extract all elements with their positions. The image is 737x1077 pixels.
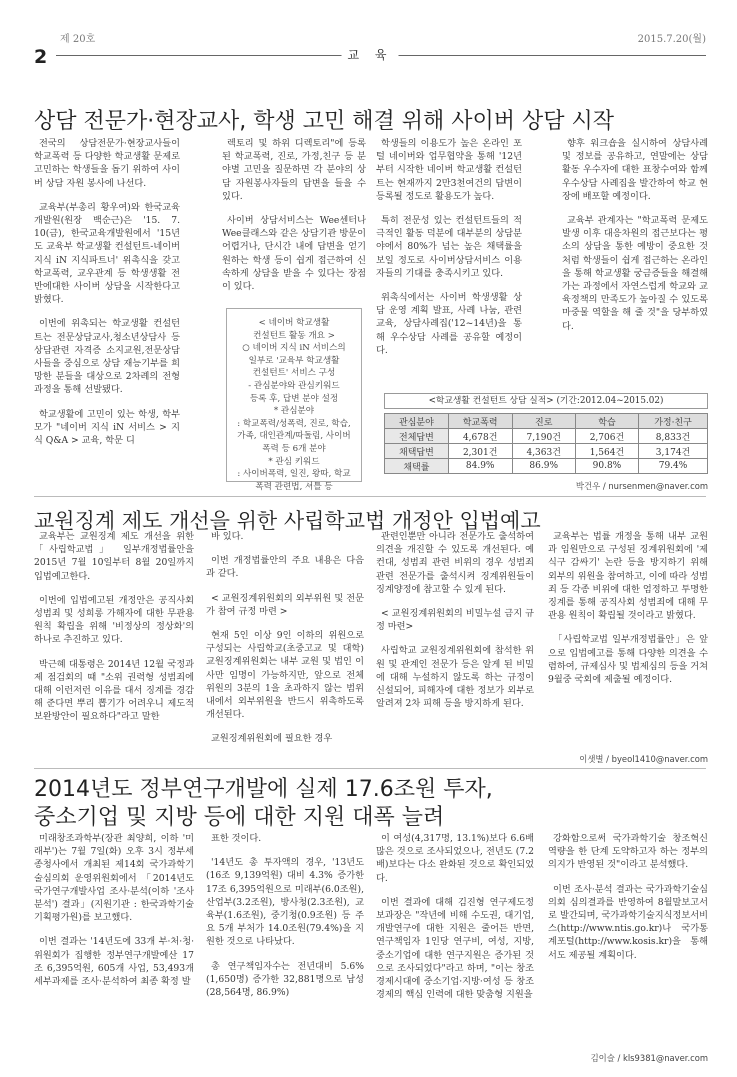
table-cell: 3,174건 bbox=[639, 444, 708, 459]
article3-paragraph: 이 여성(4,317명, 13.1%)보다 6.6배 많은 것으로 조사되었으나, 전년도 (7.2배)보다는 다소 완화된 것으로 확인되었다. bbox=[376, 833, 534, 884]
article-divider bbox=[34, 768, 706, 769]
table-cell: 86.9% bbox=[512, 459, 575, 474]
table-cell: 8,833건 bbox=[639, 429, 708, 444]
table-cell: 79.4% bbox=[639, 459, 708, 474]
article1-byline: 박건우 / nursenmen@naver.com bbox=[575, 481, 708, 491]
article2-paragraph: 이번 개정법률안의 주요 내용은 다음과 같다. bbox=[206, 555, 364, 580]
article2-paragraph: < 교원징계위원회의 외부위원 및 전문가 참여 규정 마련 > bbox=[206, 592, 364, 617]
table-cell: 2,301건 bbox=[448, 444, 512, 459]
article3-paragraph: 표한 것이다. bbox=[211, 833, 262, 844]
page-header bbox=[34, 30, 706, 68]
article1-paragraph: 학교생활에 고민이 있는 학생, 학부모가 "네이버 지식 iN 서비스 > 지식 Q&A > 교육, 학문 디 bbox=[34, 408, 180, 447]
table-cell: 전체답변 bbox=[385, 429, 449, 444]
article3-paragraph: 이번 결과에 대해 김진형 연구제도정보과장은 "작년에 비해 수도권, 대기업, 개발연구에 대한 지원은 줄어든 반면, 연구책임자 1인당 연구비, 여성, 지방, 중소기업에 대한 연구지원은 증가된 것으로 조사되었다"라고 하며, "이는 창조경제시대에 중소기업·지방·여성 등 창조경제의 핵심 인력에 대한 맞춤형 지원을 bbox=[376, 896, 534, 1001]
article2-paragraph: 현재 5인 이상 9인 이하의 위원으로 구성되는 사립학교(초중고교 및 대학) 교원징계위원회는 내부 교원 및 법인 이사만 임명이 가능하지만, 앞으로 전체 위원의 3분의 1을 초과하지 않는 범위 내에서 외부위원을 반드시 위촉하도록 개선된다. bbox=[206, 630, 364, 721]
table-cell: 4,363건 bbox=[512, 444, 575, 459]
table-cell: 7,190건 bbox=[512, 429, 575, 444]
table-row bbox=[385, 459, 708, 474]
article1-paragraph: 전국의 상담전문가·현장교사들이 학교폭력 등 다양한 학교생활 문제로 고민하는 학생들을 돕기 위하여 사이버 상담 자원 봉사에 나선다. bbox=[34, 138, 180, 189]
table-cell: 1,564건 bbox=[575, 444, 638, 459]
article2-paragraph: 「사립학교법 일부개정법률안」은 앞으로 입법예고를 통해 다양한 의견을 수렴하여, 규제심사 및 법제심의 등을 거쳐 9월중 국회에 제출될 예정이다. bbox=[548, 634, 708, 686]
page-number: 2 bbox=[34, 46, 48, 68]
article3-paragraph: 강화함으로써 국가과학기술 창조혁신역량을 한 단계 도약하고자 하는 정부의 의지가 반영된 것"이라고 분석했다. bbox=[548, 833, 708, 871]
article2-paragraph: 교육부는 교원징계 제도 개선을 위한 「사립학교법」 일부개정법률안을 2015년 7월 10일부터 8월 20일까지 입법예고한다. bbox=[34, 531, 194, 582]
issue-date: 2015.7.20(월) bbox=[637, 34, 706, 45]
stats-table bbox=[384, 413, 708, 474]
article3-column-1 bbox=[34, 832, 194, 999]
stats-table-caption: <학교생활 컨설턴트 상담 실적> (기간:2012.04~2015.02) bbox=[384, 393, 708, 409]
article2-paragraph: 이번에 입법예고된 개정안은 공직사회 성범죄 및 성희롱 가해자에 대한 무관용 원칙 확립을 위해 '비정상의 정상화'의 하나로 추진하고 있다. bbox=[34, 594, 194, 646]
article1-paragraph: 교육부 관계자는 "학교폭력 문제도 발생 이후 대응차원의 접근보다는 평소의 상담을 통한 예방이 중요한 것 처럼 학생들이 쉽게 접근하는 온라인을 통해 학교생활 궁금증들을 해결해 가는 과정에서 자연스럽게 학교와 교육정책의 만족도가 높아질 수 있도록 마중물 역할을 해 줄 것"을 당부하였다. bbox=[562, 215, 708, 332]
table-cell: 2,706건 bbox=[575, 429, 638, 444]
article1-column-4 bbox=[562, 137, 708, 344]
article3-headline-line2: 중소기업 및 지방 등에 대한 지원 대폭 늘려 bbox=[34, 805, 445, 830]
article3-column-2 bbox=[206, 832, 364, 1010]
article3-column-3 bbox=[376, 832, 534, 1012]
article2-paragraph: 관련인뿐만 아니라 전문가도 출석하여 의견을 개진할 수 있도록 개선된다. 예컨대, 성범죄 관련 비위의 경우 성범죄 관련 전문가를 출석시켜 징계위원들이 징계양정에 참고할 수 있게 된다. bbox=[376, 531, 534, 595]
article2-paragraph: 박근혜 대통령은 2014년 12월 국정과제 점검회의 때 "소위 권력형 성범죄에 대해 이런저런 이유를 대서 징계를 경감해 준다면 뿌리 뽑기가 어려우니 제도적 보완방안이 필요하다"라고 말한 bbox=[34, 658, 194, 723]
table-header-row bbox=[385, 414, 708, 429]
article1-headline: 상담 전문가·현장교사, 학생 고민 해결 위해 사이버 상담 시작 bbox=[34, 109, 614, 134]
table-row bbox=[385, 444, 708, 459]
article3-paragraph: 미래창조과학부(장관 최양희, 이하 '미래부')는 7월 7일(화) 오후 3시 정부세종청사에서 개최된 제14회 국가과학기술심의회 운영위원회에서 「2014년도 국가연구개발사업 조사·분석(이하 '조사분석') 결과」(지원기관 : 한국과학기술기획평가원)를 보고했다. bbox=[34, 833, 194, 924]
article2-byline: 이샛별 / byeol1410@naver.com bbox=[579, 754, 708, 764]
article2-column-1 bbox=[34, 530, 194, 735]
article2-paragraph: 바 있다. bbox=[211, 531, 244, 542]
article2-paragraph: 사립학교 교원징계위원회에 참석한 위원 및 관계인 전문가 등은 알게 된 비밀에 대해 누설하지 않도록 하는 규정이 신설되어, 피해자에 대한 정보가 외부로 알려져 2차 피해 등을 방지하게 된다. bbox=[376, 645, 534, 710]
article3-paragraph: 이번 결과는 '14년도에 33개 부·처·청·위원회가 집행한 정부연구개발예산 17조 6,395억원, 605개 사업, 53,493개 세부과제를 조사·분석하여 최종 확정 발 bbox=[34, 936, 194, 988]
table-header-cell: 가정·친구 bbox=[639, 414, 708, 429]
article3-paragraph: 총 연구책임자수는 전년대비 5.6%(1,650명) 증가한 32,881명으로 남성(28,564명, 86.9%) bbox=[206, 960, 364, 999]
table-cell: 90.8% bbox=[575, 459, 638, 474]
article2-paragraph: 교육부는 법률 개정을 통해 내부 교원과 임원만으로 구성된 징계위원회에 '제식구 감싸기' 논란 등을 방지하기 위해 외부의 위원을 참여하고, 이에 따라 성범죄 등 각종 비위에 대한 엄정하고 투명한 징계를 통해 공직사회 성범죄에 대해 무관용 원칙이 확립될 것이라고 밝혔다. bbox=[548, 531, 708, 622]
article1-paragraph: 학생들의 이용도가 높은 온라인 포털 네이버와 업무협약을 통해 '12년부터 시작한 네이버 학교생활 컨설턴트는 현재까지 2만3천여건의 답변이 등록될 정도로 활용도가 높다. bbox=[376, 138, 522, 202]
issue-number: 제 20호 bbox=[60, 34, 96, 45]
article1-column-3 bbox=[376, 137, 522, 368]
table-header-cell: 학교폭력 bbox=[448, 414, 512, 429]
article1-paragraph: 위촉식에서는 사이버 학생생활 상담 운영 계획 발표, 사례 나눔, 관련 교육, 상담사례집('12~14년)을 통해 우수상담 사례를 공유할 예정이다. bbox=[376, 292, 522, 356]
article-divider bbox=[34, 496, 706, 497]
article2-column-2 bbox=[206, 530, 364, 757]
table-header-cell: 학습 bbox=[575, 414, 638, 429]
article3-paragraph: '14년도 총 투자액의 경우, '13년도(16조 9,139억원) 대비 4.3% 증가한 17조 6,395억원으로 미래부(6.0조원), 산업부(3.2조원), 방사청(2.3조원), 교육부(1.6조원), 중기청(0.9조원) 등 주요 5개 부처가 14.0조원(79.4%)을 지원한 것으로 나타났다. bbox=[206, 857, 364, 948]
article3-headline-line1: 2014년도 정부연구개발에 실제 17.6조원 투자, bbox=[34, 777, 493, 802]
article1-sidebar-box: < 네이버 학교생활 컨설턴트 활동 개요 > ○ 네이버 지식 iN 서비스의 일부로 '교육부 학교생활 컨설턴트' 서비스 구성 - 관심분야와 관심키워드 등록 후, 답변 분야 설정 * 관심분야 : 학교폭력/성폭력, 진로, 학습, 가족, 대인관계/따돌림, 사이버 폭력 등 6개 분야 * 관심 키워드 : 사이버폭력, 일진, 왕따, 학교 폭력 관련법, 셔틀 등 bbox=[226, 308, 362, 482]
table-header-cell: 진로 bbox=[512, 414, 575, 429]
table-cell: 채택률 bbox=[385, 459, 449, 474]
table-cell: 4,678건 bbox=[448, 429, 512, 444]
table-header-cell: 관심분야 bbox=[385, 414, 449, 429]
article2-paragraph: < 교원징계위원회의 비밀누설 금지 규정 마련> bbox=[376, 608, 534, 633]
table-cell: 84.9% bbox=[448, 459, 512, 474]
article2-headline: 교원징계 제도 개선을 위한 사립학교법 개정안 입법예고 bbox=[34, 509, 541, 533]
table-cell: 채택답변 bbox=[385, 444, 449, 459]
table-row bbox=[385, 429, 708, 444]
article3-column-4 bbox=[548, 832, 708, 973]
article1-column-1 bbox=[34, 137, 180, 458]
article1-paragraph: 렉토리 및 하위 디렉토리"에 등록된 학교폭력, 진로, 가정,친구 등 분야별 고민을 질문하면 각 분야의 상담 자원봉사자들의 답변을 들을 수 있다. bbox=[222, 138, 366, 202]
article1-paragraph: 이번에 위촉되는 학교생활 컨설턴트는 전문상담교사,청소년상담사 등 상담관련 자격증 소지교원,전문상담사들을 중심으로 상담 재능기부를 희망한 분들을 대상으로 2차례의 전형과정을 통해 선발됐다. bbox=[34, 318, 180, 396]
article2-column-3 bbox=[376, 530, 534, 721]
article2-paragraph: 교원징계위원회에 필요한 경우 bbox=[211, 733, 333, 745]
section-title: 교 육 bbox=[342, 46, 399, 63]
article1-paragraph: 사이버 상담서비스는 Wee센터나 Wee클래스와 같은 상담기관 방문이 어렵거나, 단시간 내에 답변을 얻기 원하는 학생 등이 쉽게 접근하여 신속하게 상담을 받을 수 있다는 장점이 있다. bbox=[222, 215, 366, 293]
article1-paragraph: 교육부(부총리 황우여)와 한국교육개발원(원장 백순근)은 '15. 7. 10(금), 한국교육개발원에서 '15년도 교육부 학교생활 컨설턴트-네이버 지식 iN 지식파트너' 위촉식을 갖고 학교폭력, 교우관계 등 학생생활 전반에대한 사이버 상담을 시작한다고 밝혔다. bbox=[34, 201, 180, 306]
article1-column-2 bbox=[222, 137, 366, 304]
article1-paragraph: 향후 워크숍을 실시하여 상담사례 및 정보를 공유하고, 연말에는 상담활동 우수자에 대한 표창수여와 함께 우수상담 사례집을 발간하여 학교 현장에 배포할 예정이다. bbox=[562, 138, 708, 202]
article2-column-4 bbox=[548, 530, 708, 697]
article1-paragraph: 특히 전문성 있는 컨설턴트들의 적극적인 활동 덕분에 대부분의 상담분야에서 80%가 넘는 높은 채택률을 보일 정도로 사이버상담서비스 이용자들의 기대를 충족시키고 있다. bbox=[376, 215, 522, 279]
article3-paragraph: 이번 조사·분석 결과는 국가과학기술심의회 심의결과를 반영하여 8월말보고서로 발간되며, 국가과학기술지식정보서비스(http://www.ntis.go.kr)나 국가통계포털(http://www.kosis.kr)을 통해서도 제공될 계획이다. bbox=[548, 883, 708, 961]
article3-byline: 김이슬 / kls9381@naver.com bbox=[590, 1053, 708, 1063]
